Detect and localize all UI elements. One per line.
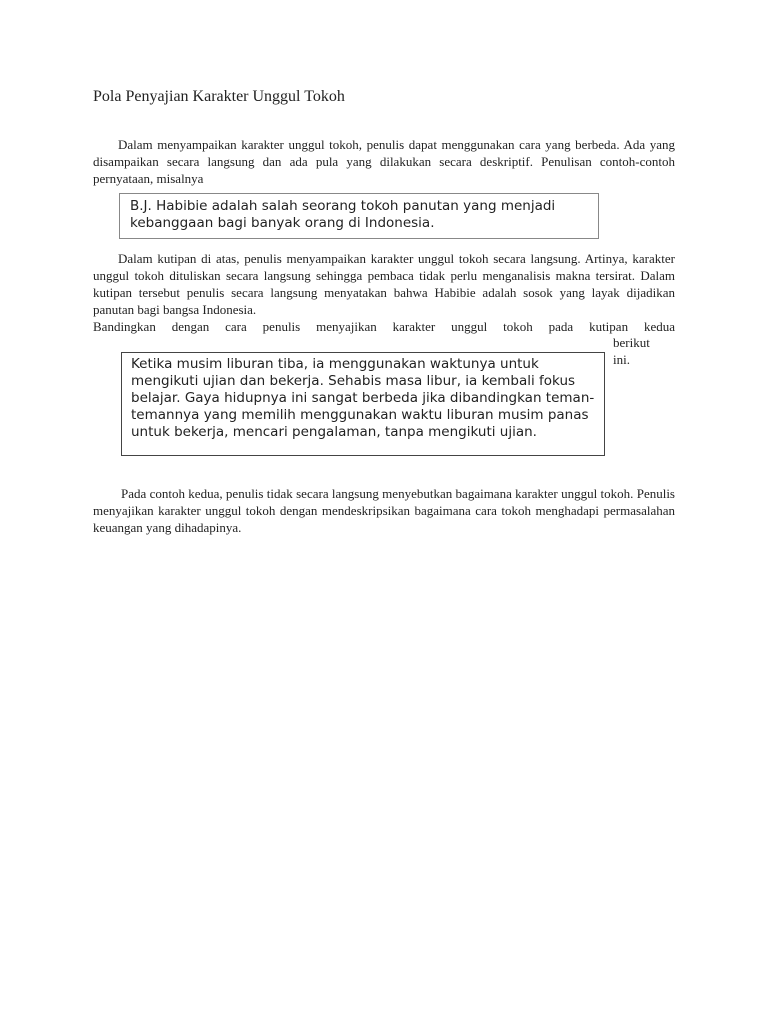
document-title: Pola Penyajian Karakter Unggul Tokoh	[93, 88, 345, 105]
quote-box-descriptive	[121, 352, 605, 456]
paragraph-compare-word-ini: ini.	[613, 352, 630, 367]
paragraph-compare-word-berikut: berikut	[613, 335, 650, 350]
paragraph-conclusion: Pada contoh kedua, penulis tidak secara langsung menyebutkan bagaimana karakter unggul tokoh. Penulis menyajikan karakter unggul tokoh dengan mendeskripsikan bagaimana cara tokoh menghadapi permasalahan keuangan yang dihadapinya.	[93, 486, 675, 535]
quote-text-direct: B.J. Habibie adalah salah seorang tokoh panutan yang menjadi kebanggaan bagi banyak orang di Indonesia.	[130, 198, 556, 231]
paragraph-explanation: Dalam kutipan di atas, penulis menyampaikan karakter unggul tokoh secara langsung. Artinya, karakter unggul tokoh dituliskan secara langsung sehingga pembaca tidak perlu menganalisis makna tersirat. Dalam kutipan tersebut penulis secara langsung menyatakan bahwa Habibie adalah sosok yang layak dijadikan panutan bagi bangsa Indonesia.	[93, 251, 675, 317]
quote-text-descriptive: Ketika musim liburan tiba, ia menggunakan waktunya untuk mengikuti ujian dan bekerja. Sehabis masa libur, ia kembali fokus belajar. Gaya hidupnya ini sangat berbeda jika dibandingkan teman-temannya yang memilih menggunakan waktu liburan musim panas untuk bekerja, mencari pengalaman, tanpa mengikuti ujian.	[131, 356, 595, 440]
quote-box-direct	[119, 193, 599, 239]
paragraph-compare-line: Bandingkan dengan cara penulis menyajikan karakter unggul tokoh pada kutipan kedua	[93, 319, 675, 334]
paragraph-intro: Dalam menyampaikan karakter unggul tokoh, penulis dapat menggunakan cara yang berbeda. Ada yang disampaikan secara langsung dan ada pula yang dilakukan secara deskriptif. Penulisan contoh-contoh pernyataan, misalnya	[93, 137, 675, 186]
